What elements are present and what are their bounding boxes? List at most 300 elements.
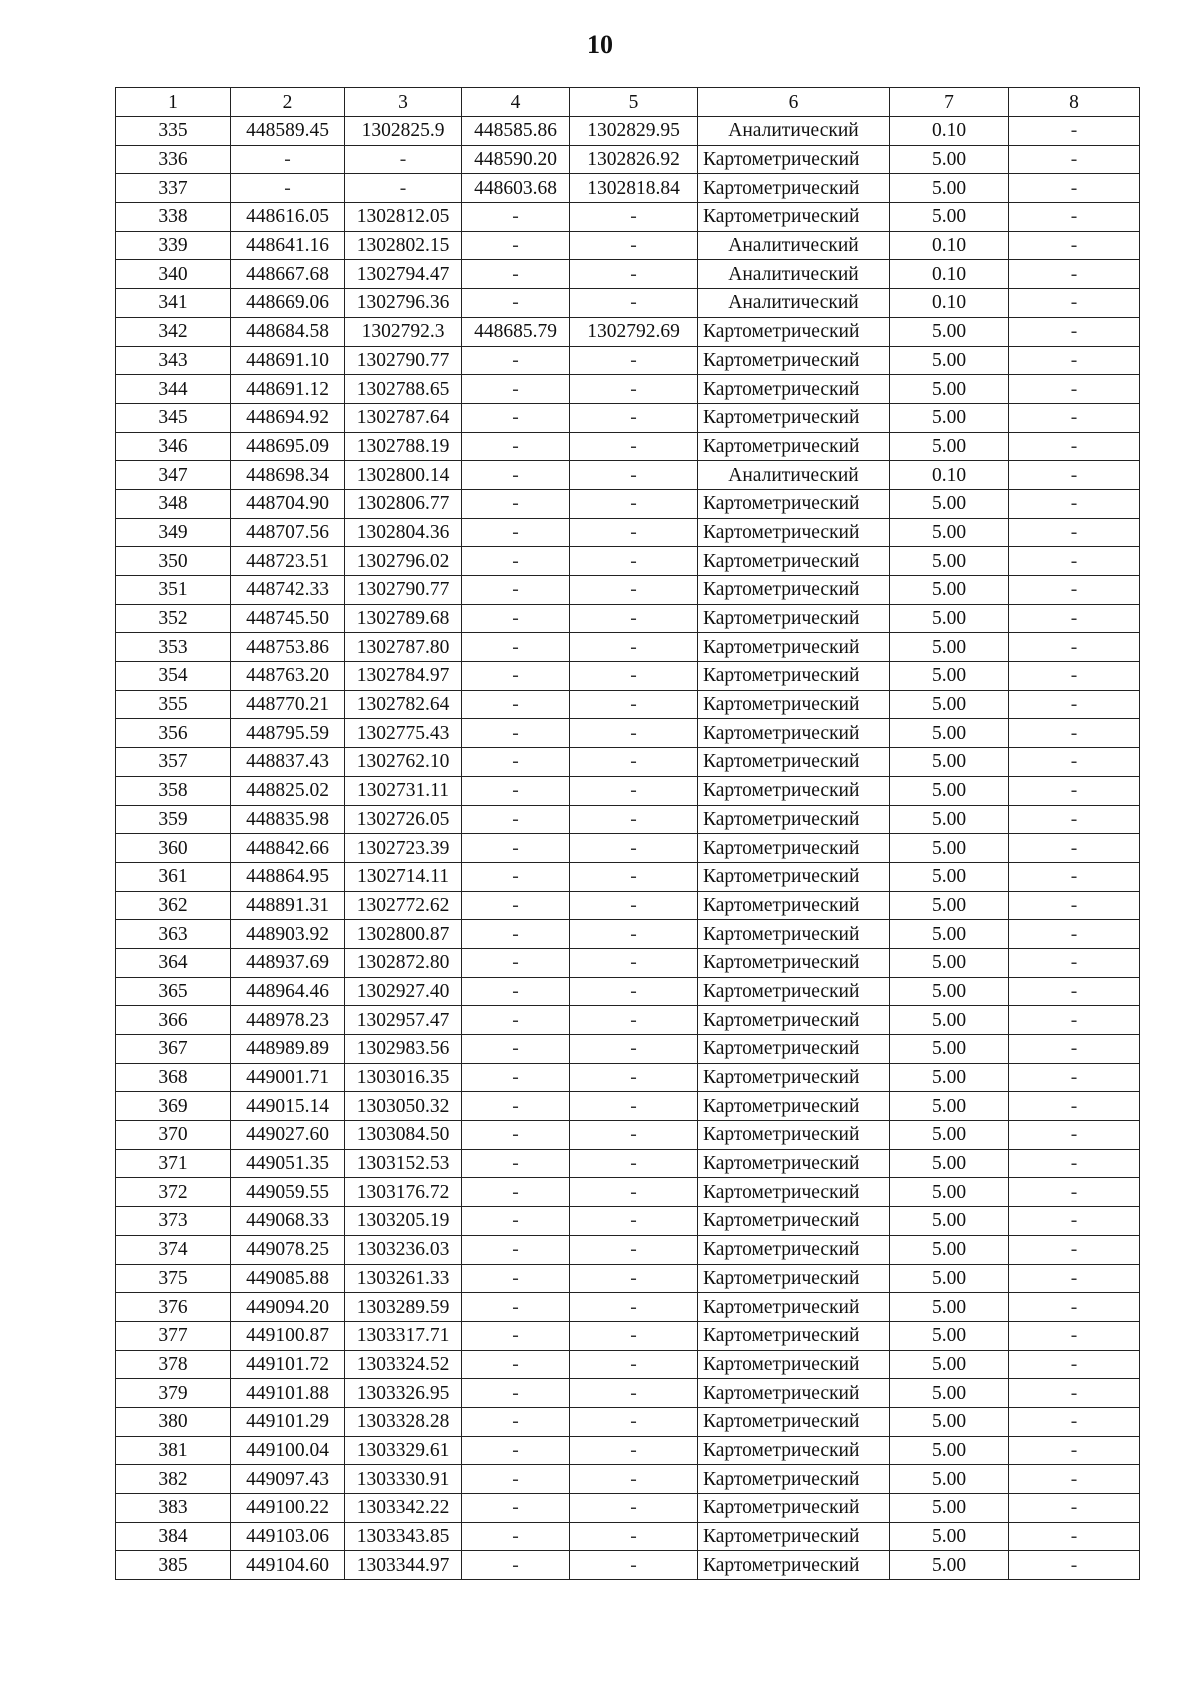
- x-coordinate-new-cell: -: [462, 289, 570, 318]
- point-number-cell: 349: [116, 518, 231, 547]
- point-number-cell: 369: [116, 1092, 231, 1121]
- method-cell: Картометрический: [698, 1551, 890, 1580]
- x-coordinate-cell: 448698.34: [231, 461, 345, 490]
- method-cell: Картометрический: [698, 748, 890, 777]
- accuracy-cell: 5.00: [890, 403, 1009, 432]
- method-cell: Аналитический: [698, 231, 890, 260]
- page-number: 10: [587, 30, 613, 59]
- x-coordinate-cell: 448694.92: [231, 403, 345, 432]
- accuracy-cell: 5.00: [890, 948, 1009, 977]
- y-coordinate-cell: 1302787.80: [345, 633, 462, 662]
- x-coordinate-new-cell: -: [462, 403, 570, 432]
- table-row: [116, 1321, 1140, 1350]
- y-coordinate-new-cell: -: [570, 690, 698, 719]
- x-coordinate-new-cell: -: [462, 805, 570, 834]
- point-number-cell: 373: [116, 1207, 231, 1236]
- point-number-cell: 348: [116, 489, 231, 518]
- x-coordinate-new-cell: -: [462, 1264, 570, 1293]
- note-cell: -: [1009, 1293, 1140, 1322]
- x-coordinate-new-cell: -: [462, 547, 570, 576]
- point-number-cell: 352: [116, 604, 231, 633]
- note-cell: -: [1009, 920, 1140, 949]
- table-row: [116, 346, 1140, 375]
- x-coordinate-cell: 448742.33: [231, 576, 345, 605]
- table-row: [116, 375, 1140, 404]
- y-coordinate-cell: 1303344.97: [345, 1551, 462, 1580]
- y-coordinate-new-cell: -: [570, 862, 698, 891]
- y-coordinate-cell: 1302800.14: [345, 461, 462, 490]
- method-cell: Картометрический: [698, 375, 890, 404]
- x-coordinate-new-cell: -: [462, 461, 570, 490]
- y-coordinate-cell: 1303084.50: [345, 1121, 462, 1150]
- method-cell: Картометрический: [698, 403, 890, 432]
- point-number-cell: 337: [116, 174, 231, 203]
- method-cell: Картометрический: [698, 145, 890, 174]
- x-coordinate-new-cell: -: [462, 1092, 570, 1121]
- x-coordinate-new-cell: -: [462, 662, 570, 691]
- accuracy-cell: 5.00: [890, 977, 1009, 1006]
- x-coordinate-cell: 448707.56: [231, 518, 345, 547]
- point-number-cell: 385: [116, 1551, 231, 1580]
- accuracy-cell: 5.00: [890, 576, 1009, 605]
- y-coordinate-cell: 1302796.02: [345, 547, 462, 576]
- note-cell: -: [1009, 518, 1140, 547]
- x-coordinate-new-cell: -: [462, 1465, 570, 1494]
- point-number-cell: 339: [116, 231, 231, 260]
- point-number-cell: 384: [116, 1522, 231, 1551]
- table-row: [116, 289, 1140, 318]
- note-cell: -: [1009, 375, 1140, 404]
- y-coordinate-new-cell: 1302826.92: [570, 145, 698, 174]
- x-coordinate-cell: -: [231, 174, 345, 203]
- x-coordinate-cell: 449051.35: [231, 1149, 345, 1178]
- accuracy-cell: 5.00: [890, 174, 1009, 203]
- y-coordinate-cell: 1302796.36: [345, 289, 462, 318]
- table-row: [116, 1235, 1140, 1264]
- y-coordinate-cell: 1303236.03: [345, 1235, 462, 1264]
- y-coordinate-cell: 1302872.80: [345, 948, 462, 977]
- x-coordinate-cell: 449101.72: [231, 1350, 345, 1379]
- x-coordinate-new-cell: -: [462, 432, 570, 461]
- table-row: [116, 117, 1140, 146]
- y-coordinate-new-cell: -: [570, 1407, 698, 1436]
- column-header-1: 1: [116, 88, 231, 117]
- y-coordinate-cell: 1302957.47: [345, 1006, 462, 1035]
- column-header-8: 8: [1009, 88, 1140, 117]
- point-number-cell: 381: [116, 1436, 231, 1465]
- point-number-cell: 375: [116, 1264, 231, 1293]
- accuracy-cell: 5.00: [890, 1465, 1009, 1494]
- x-coordinate-cell: 449101.29: [231, 1407, 345, 1436]
- note-cell: -: [1009, 432, 1140, 461]
- accuracy-cell: 5.00: [890, 203, 1009, 232]
- x-coordinate-new-cell: -: [462, 1006, 570, 1035]
- column-header-4: 4: [462, 88, 570, 117]
- y-coordinate-new-cell: -: [570, 289, 698, 318]
- accuracy-cell: 5.00: [890, 891, 1009, 920]
- x-coordinate-new-cell: -: [462, 1063, 570, 1092]
- method-cell: Картометрический: [698, 1178, 890, 1207]
- x-coordinate-cell: 448835.98: [231, 805, 345, 834]
- method-cell: Картометрический: [698, 547, 890, 576]
- method-cell: Картометрический: [698, 1235, 890, 1264]
- x-coordinate-new-cell: -: [462, 1494, 570, 1523]
- table-row: [116, 1264, 1140, 1293]
- point-number-cell: 366: [116, 1006, 231, 1035]
- y-coordinate-new-cell: -: [570, 977, 698, 1006]
- method-cell: Картометрический: [698, 203, 890, 232]
- x-coordinate-new-cell: 448685.79: [462, 317, 570, 346]
- method-cell: Картометрический: [698, 432, 890, 461]
- note-cell: -: [1009, 891, 1140, 920]
- accuracy-cell: 5.00: [890, 547, 1009, 576]
- y-coordinate-cell: 1302772.62: [345, 891, 462, 920]
- y-coordinate-new-cell: -: [570, 1551, 698, 1580]
- table-row: [116, 203, 1140, 232]
- table-row: [116, 1494, 1140, 1523]
- x-coordinate-new-cell: -: [462, 518, 570, 547]
- note-cell: -: [1009, 576, 1140, 605]
- table-row: [116, 317, 1140, 346]
- accuracy-cell: 5.00: [890, 633, 1009, 662]
- column-header-2: 2: [231, 88, 345, 117]
- y-coordinate-cell: 1302731.11: [345, 776, 462, 805]
- note-cell: -: [1009, 862, 1140, 891]
- x-coordinate-cell: 449078.25: [231, 1235, 345, 1264]
- accuracy-cell: 5.00: [890, 920, 1009, 949]
- method-cell: Картометрический: [698, 1092, 890, 1121]
- table-header-row: [116, 88, 1140, 117]
- y-coordinate-cell: 1302784.97: [345, 662, 462, 691]
- x-coordinate-cell: 449101.88: [231, 1379, 345, 1408]
- note-cell: -: [1009, 317, 1140, 346]
- y-coordinate-cell: 1303342.22: [345, 1494, 462, 1523]
- y-coordinate-cell: 1302762.10: [345, 748, 462, 777]
- y-coordinate-new-cell: -: [570, 1092, 698, 1121]
- note-cell: -: [1009, 662, 1140, 691]
- y-coordinate-cell: 1302714.11: [345, 862, 462, 891]
- point-number-cell: 380: [116, 1407, 231, 1436]
- method-cell: Картометрический: [698, 1006, 890, 1035]
- table-row: [116, 920, 1140, 949]
- table-row: [116, 604, 1140, 633]
- y-coordinate-new-cell: -: [570, 1235, 698, 1264]
- note-cell: -: [1009, 1063, 1140, 1092]
- x-coordinate-new-cell: -: [462, 203, 570, 232]
- table-row: [116, 1063, 1140, 1092]
- y-coordinate-cell: 1302794.47: [345, 260, 462, 289]
- x-coordinate-cell: 448770.21: [231, 690, 345, 719]
- point-number-cell: 335: [116, 117, 231, 146]
- x-coordinate-cell: 449103.06: [231, 1522, 345, 1551]
- note-cell: -: [1009, 547, 1140, 576]
- y-coordinate-cell: 1303289.59: [345, 1293, 462, 1322]
- y-coordinate-new-cell: -: [570, 748, 698, 777]
- x-coordinate-new-cell: -: [462, 1121, 570, 1150]
- y-coordinate-new-cell: -: [570, 633, 698, 662]
- point-number-cell: 341: [116, 289, 231, 318]
- x-coordinate-new-cell: -: [462, 1178, 570, 1207]
- accuracy-cell: 5.00: [890, 1436, 1009, 1465]
- y-coordinate-cell: 1302927.40: [345, 977, 462, 1006]
- x-coordinate-new-cell: -: [462, 891, 570, 920]
- y-coordinate-cell: 1303016.35: [345, 1063, 462, 1092]
- x-coordinate-new-cell: -: [462, 375, 570, 404]
- method-cell: Картометрический: [698, 977, 890, 1006]
- table-row: [116, 461, 1140, 490]
- y-coordinate-cell: 1302788.65: [345, 375, 462, 404]
- accuracy-cell: 5.00: [890, 1407, 1009, 1436]
- accuracy-cell: 5.00: [890, 834, 1009, 863]
- accuracy-cell: 0.10: [890, 260, 1009, 289]
- x-coordinate-new-cell: -: [462, 1551, 570, 1580]
- accuracy-cell: 5.00: [890, 1121, 1009, 1150]
- x-coordinate-cell: 448589.45: [231, 117, 345, 146]
- table-row: [116, 576, 1140, 605]
- column-header-5: 5: [570, 88, 698, 117]
- y-coordinate-cell: 1303176.72: [345, 1178, 462, 1207]
- y-coordinate-cell: 1302726.05: [345, 805, 462, 834]
- y-coordinate-cell: 1303324.52: [345, 1350, 462, 1379]
- accuracy-cell: 5.00: [890, 1092, 1009, 1121]
- y-coordinate-cell: 1303152.53: [345, 1149, 462, 1178]
- x-coordinate-new-cell: 448585.86: [462, 117, 570, 146]
- x-coordinate-cell: 448864.95: [231, 862, 345, 891]
- accuracy-cell: 5.00: [890, 805, 1009, 834]
- x-coordinate-cell: 448937.69: [231, 948, 345, 977]
- y-coordinate-new-cell: -: [570, 461, 698, 490]
- x-coordinate-new-cell: -: [462, 1293, 570, 1322]
- x-coordinate-new-cell: -: [462, 604, 570, 633]
- x-coordinate-new-cell: 448603.68: [462, 174, 570, 203]
- x-coordinate-new-cell: -: [462, 719, 570, 748]
- accuracy-cell: 0.10: [890, 461, 1009, 490]
- x-coordinate-new-cell: -: [462, 1321, 570, 1350]
- note-cell: -: [1009, 1178, 1140, 1207]
- point-number-cell: 364: [116, 948, 231, 977]
- accuracy-cell: 5.00: [890, 1264, 1009, 1293]
- x-coordinate-cell: 448964.46: [231, 977, 345, 1006]
- y-coordinate-new-cell: -: [570, 1121, 698, 1150]
- x-coordinate-cell: 448825.02: [231, 776, 345, 805]
- table-row: [116, 748, 1140, 777]
- note-cell: -: [1009, 1494, 1140, 1523]
- accuracy-cell: 5.00: [890, 1235, 1009, 1264]
- y-coordinate-cell: 1302723.39: [345, 834, 462, 863]
- method-cell: Картометрический: [698, 948, 890, 977]
- note-cell: -: [1009, 776, 1140, 805]
- y-coordinate-new-cell: 1302829.95: [570, 117, 698, 146]
- y-coordinate-new-cell: -: [570, 375, 698, 404]
- point-number-cell: 347: [116, 461, 231, 490]
- point-number-cell: 371: [116, 1149, 231, 1178]
- y-coordinate-cell: 1302812.05: [345, 203, 462, 232]
- table-row: [116, 1465, 1140, 1494]
- table-row: [116, 1407, 1140, 1436]
- x-coordinate-new-cell: -: [462, 489, 570, 518]
- y-coordinate-new-cell: -: [570, 403, 698, 432]
- point-number-cell: 354: [116, 662, 231, 691]
- x-coordinate-cell: 448989.89: [231, 1035, 345, 1064]
- method-cell: Картометрический: [698, 805, 890, 834]
- y-coordinate-cell: 1303326.95: [345, 1379, 462, 1408]
- note-cell: -: [1009, 1207, 1140, 1236]
- x-coordinate-cell: 448795.59: [231, 719, 345, 748]
- note-cell: -: [1009, 604, 1140, 633]
- x-coordinate-cell: 449104.60: [231, 1551, 345, 1580]
- coordinates-table: [115, 87, 1140, 1580]
- method-cell: Картометрический: [698, 1264, 890, 1293]
- point-number-cell: 340: [116, 260, 231, 289]
- note-cell: -: [1009, 1321, 1140, 1350]
- method-cell: Картометрический: [698, 346, 890, 375]
- note-cell: -: [1009, 489, 1140, 518]
- accuracy-cell: 5.00: [890, 690, 1009, 719]
- x-coordinate-cell: 448978.23: [231, 1006, 345, 1035]
- x-coordinate-new-cell: -: [462, 260, 570, 289]
- table-row: [116, 805, 1140, 834]
- x-coordinate-new-cell: -: [462, 1035, 570, 1064]
- accuracy-cell: 5.00: [890, 1551, 1009, 1580]
- table-row: [116, 174, 1140, 203]
- note-cell: -: [1009, 174, 1140, 203]
- table-body: [116, 117, 1140, 1580]
- point-number-cell: 344: [116, 375, 231, 404]
- point-number-cell: 346: [116, 432, 231, 461]
- x-coordinate-new-cell: -: [462, 1149, 570, 1178]
- table-row: [116, 948, 1140, 977]
- accuracy-cell: 5.00: [890, 432, 1009, 461]
- table-row: [116, 834, 1140, 863]
- note-cell: -: [1009, 145, 1140, 174]
- accuracy-cell: 5.00: [890, 1149, 1009, 1178]
- table-row: [116, 1092, 1140, 1121]
- method-cell: Картометрический: [698, 662, 890, 691]
- accuracy-cell: 5.00: [890, 1006, 1009, 1035]
- x-coordinate-new-cell: -: [462, 1207, 570, 1236]
- x-coordinate-cell: 449001.71: [231, 1063, 345, 1092]
- y-coordinate-new-cell: -: [570, 1149, 698, 1178]
- y-coordinate-new-cell: -: [570, 776, 698, 805]
- point-number-cell: 372: [116, 1178, 231, 1207]
- x-coordinate-cell: 448691.10: [231, 346, 345, 375]
- table-row: [116, 1522, 1140, 1551]
- note-cell: -: [1009, 403, 1140, 432]
- x-coordinate-cell: 449097.43: [231, 1465, 345, 1494]
- y-coordinate-new-cell: -: [570, 576, 698, 605]
- y-coordinate-new-cell: -: [570, 1207, 698, 1236]
- method-cell: Картометрический: [698, 1522, 890, 1551]
- note-cell: -: [1009, 289, 1140, 318]
- point-number-cell: 374: [116, 1235, 231, 1264]
- x-coordinate-new-cell: -: [462, 576, 570, 605]
- table-row: [116, 403, 1140, 432]
- y-coordinate-cell: 1302790.77: [345, 346, 462, 375]
- table-row: [116, 776, 1140, 805]
- x-coordinate-cell: 448891.31: [231, 891, 345, 920]
- x-coordinate-cell: 448763.20: [231, 662, 345, 691]
- x-coordinate-cell: 449059.55: [231, 1178, 345, 1207]
- table-row: [116, 862, 1140, 891]
- accuracy-cell: 5.00: [890, 375, 1009, 404]
- y-coordinate-new-cell: -: [570, 1379, 698, 1408]
- y-coordinate-new-cell: 1302818.84: [570, 174, 698, 203]
- x-coordinate-new-cell: -: [462, 1407, 570, 1436]
- method-cell: Аналитический: [698, 289, 890, 318]
- y-coordinate-cell: 1302775.43: [345, 719, 462, 748]
- method-cell: Картометрический: [698, 776, 890, 805]
- table-row: [116, 432, 1140, 461]
- note-cell: -: [1009, 1035, 1140, 1064]
- point-number-cell: 343: [116, 346, 231, 375]
- method-cell: Картометрический: [698, 1350, 890, 1379]
- x-coordinate-cell: 449068.33: [231, 1207, 345, 1236]
- y-coordinate-new-cell: -: [570, 432, 698, 461]
- note-cell: -: [1009, 1436, 1140, 1465]
- method-cell: Картометрический: [698, 317, 890, 346]
- note-cell: -: [1009, 690, 1140, 719]
- y-coordinate-new-cell: -: [570, 547, 698, 576]
- note-cell: -: [1009, 1407, 1140, 1436]
- x-coordinate-new-cell: -: [462, 834, 570, 863]
- point-number-cell: 376: [116, 1293, 231, 1322]
- table-row: [116, 547, 1140, 576]
- x-coordinate-cell: 448691.12: [231, 375, 345, 404]
- x-coordinate-cell: -: [231, 145, 345, 174]
- table-row: [116, 1436, 1140, 1465]
- y-coordinate-new-cell: -: [570, 719, 698, 748]
- point-number-cell: 350: [116, 547, 231, 576]
- y-coordinate-new-cell: -: [570, 920, 698, 949]
- accuracy-cell: 0.10: [890, 231, 1009, 260]
- x-coordinate-cell: 448684.58: [231, 317, 345, 346]
- point-number-cell: 362: [116, 891, 231, 920]
- method-cell: Картометрический: [698, 1407, 890, 1436]
- point-number-cell: 365: [116, 977, 231, 1006]
- note-cell: -: [1009, 977, 1140, 1006]
- table-row: [116, 1035, 1140, 1064]
- column-header-6: 6: [698, 88, 890, 117]
- y-coordinate-cell: 1302782.64: [345, 690, 462, 719]
- y-coordinate-cell: 1302787.64: [345, 403, 462, 432]
- x-coordinate-cell: 448641.16: [231, 231, 345, 260]
- method-cell: Картометрический: [698, 1207, 890, 1236]
- note-cell: -: [1009, 231, 1140, 260]
- method-cell: Картометрический: [698, 518, 890, 547]
- method-cell: Картометрический: [698, 1035, 890, 1064]
- y-coordinate-new-cell: -: [570, 1006, 698, 1035]
- note-cell: -: [1009, 719, 1140, 748]
- accuracy-cell: 0.10: [890, 117, 1009, 146]
- method-cell: Картометрический: [698, 834, 890, 863]
- accuracy-cell: 5.00: [890, 776, 1009, 805]
- y-coordinate-cell: 1302802.15: [345, 231, 462, 260]
- x-coordinate-new-cell: 448590.20: [462, 145, 570, 174]
- note-cell: -: [1009, 1350, 1140, 1379]
- accuracy-cell: 5.00: [890, 1207, 1009, 1236]
- table-row: [116, 1293, 1140, 1322]
- table-row: [116, 1006, 1140, 1035]
- note-cell: -: [1009, 117, 1140, 146]
- note-cell: -: [1009, 1121, 1140, 1150]
- x-coordinate-cell: 448837.43: [231, 748, 345, 777]
- point-number-cell: 367: [116, 1035, 231, 1064]
- point-number-cell: 360: [116, 834, 231, 863]
- note-cell: -: [1009, 1465, 1140, 1494]
- y-coordinate-new-cell: -: [570, 1465, 698, 1494]
- method-cell: Картометрический: [698, 604, 890, 633]
- table-row: [116, 1149, 1140, 1178]
